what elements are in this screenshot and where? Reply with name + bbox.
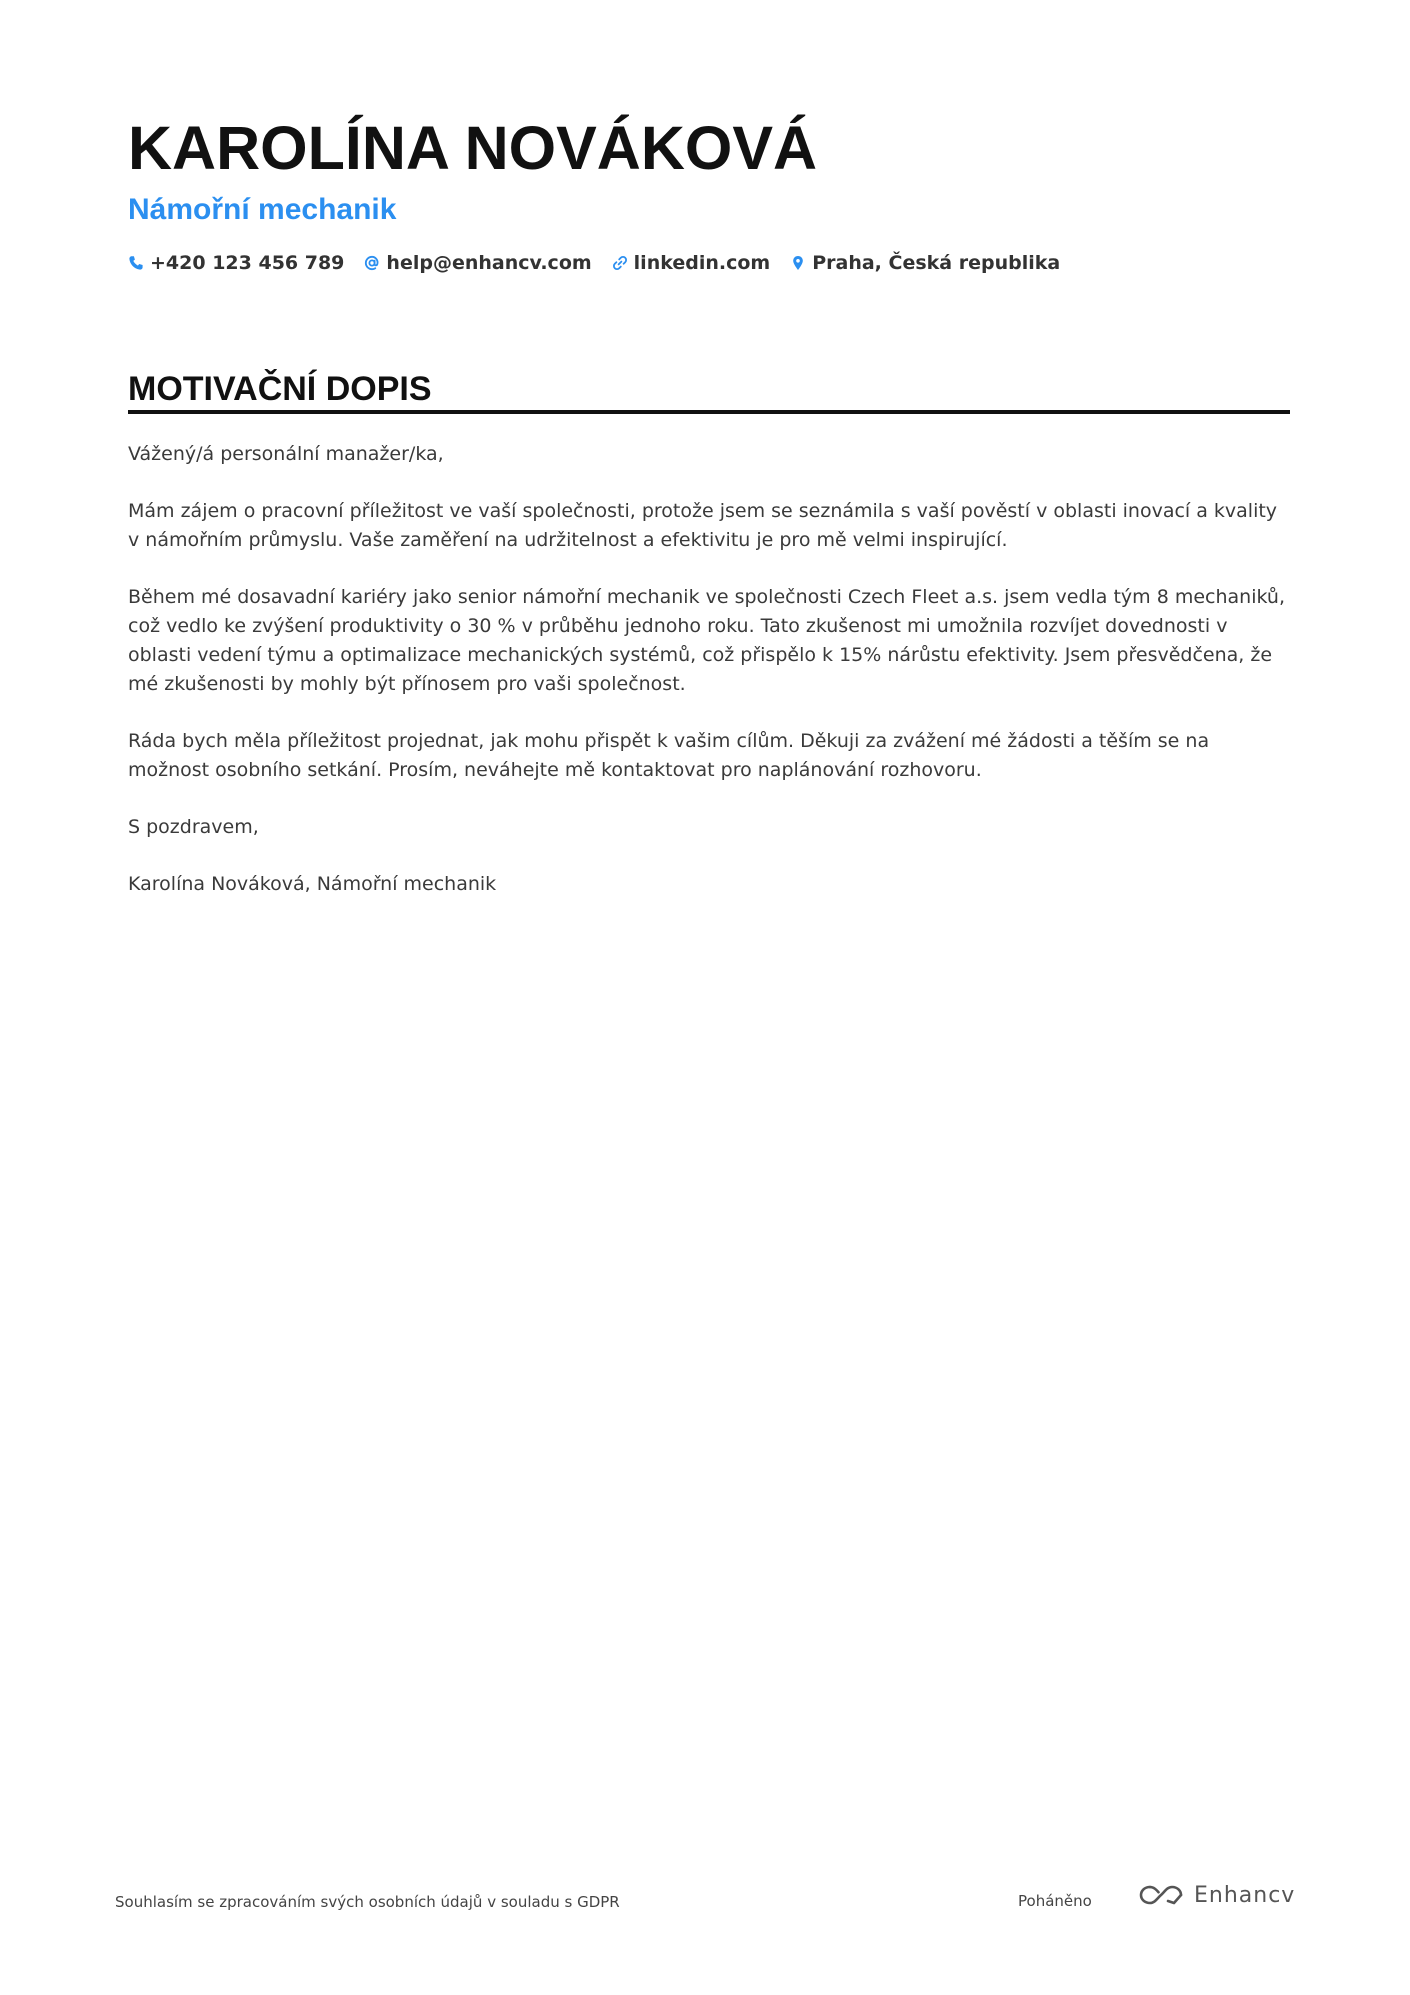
link-icon [612, 255, 628, 271]
letter-body [128, 440, 1290, 927]
section-title: MOTIVAČNÍ DOPIS [128, 370, 432, 408]
letter-signature: Karolína Nováková, Námořní mechanik [128, 873, 497, 895]
phone-icon [128, 255, 144, 271]
contact-phone [128, 252, 344, 274]
contact-email [364, 252, 591, 274]
letter-paragraph: Během mé dosavadní kariéry jako senior námořní mechanik ve společnosti Czech Fleet a.s. jsem vedla tým 8 mechaniků, což vedlo ke zvýšení produktivity o 30 % v průběhu jednoho roku. Tato zkušenost mi umožnila rozvíjet dovednosti v oblasti vedení týmu a optimalizace mechanických systémů, což přispělo k 15% nárůstu efektivity. Jsem přesvědčena, že mé zkušenosti by mohly být přínosem pro vaši společnost. [128, 586, 1285, 695]
letter-paragraph: Ráda bych měla příležitost projednat, jak mohu přispět k vašim cílům. Děkuji za zvážení mé žádosti a těším se na možnost osobního setkání. Prosím, neváhejte mě kontaktovat pro naplánování rozhovoru. [128, 730, 1210, 781]
cover-letter-page [128, 0, 1290, 1995]
applicant-name: KAROLÍNA NOVÁKOVÁ [128, 114, 818, 182]
contact-linkedin-text: linkedin.com [633, 252, 771, 274]
contact-location [790, 252, 1060, 274]
contact-email-text: help@enhancv.com [386, 252, 592, 274]
gdpr-consent: Souhlasím se zpracováním svých osobních údajů v souladu s GDPR [115, 1893, 620, 1911]
enhancv-logo[interactable] [1138, 1882, 1295, 1908]
section-divider [128, 410, 1290, 414]
letter-closing: S pozdravem, [128, 816, 259, 838]
at-icon [364, 255, 380, 271]
contact-bar [128, 252, 1060, 274]
powered-by-label: Poháněno [1018, 1892, 1092, 1910]
enhancv-logo-icon [1138, 1882, 1184, 1908]
contact-phone-text: +420 123 456 789 [150, 252, 345, 274]
letter-paragraph: Mám zájem o pracovní příležitost ve vaší společnosti, protože jsem se seznámila s vaší pověstí v oblasti inovací a kvality v námořním průmyslu. Vaše zaměření na udržitelnost a efektivitu je pro mě velmi inspirující. [128, 500, 1278, 551]
applicant-role: Námořní mechanik [128, 193, 397, 226]
letter-greeting: Vážený/á personální manažer/ka, [128, 443, 444, 465]
contact-linkedin [612, 252, 771, 274]
enhancv-wordmark: Enhancv [1194, 1882, 1296, 1908]
location-pin-icon [790, 255, 806, 271]
contact-location-text: Praha, Česká republika [812, 252, 1061, 274]
